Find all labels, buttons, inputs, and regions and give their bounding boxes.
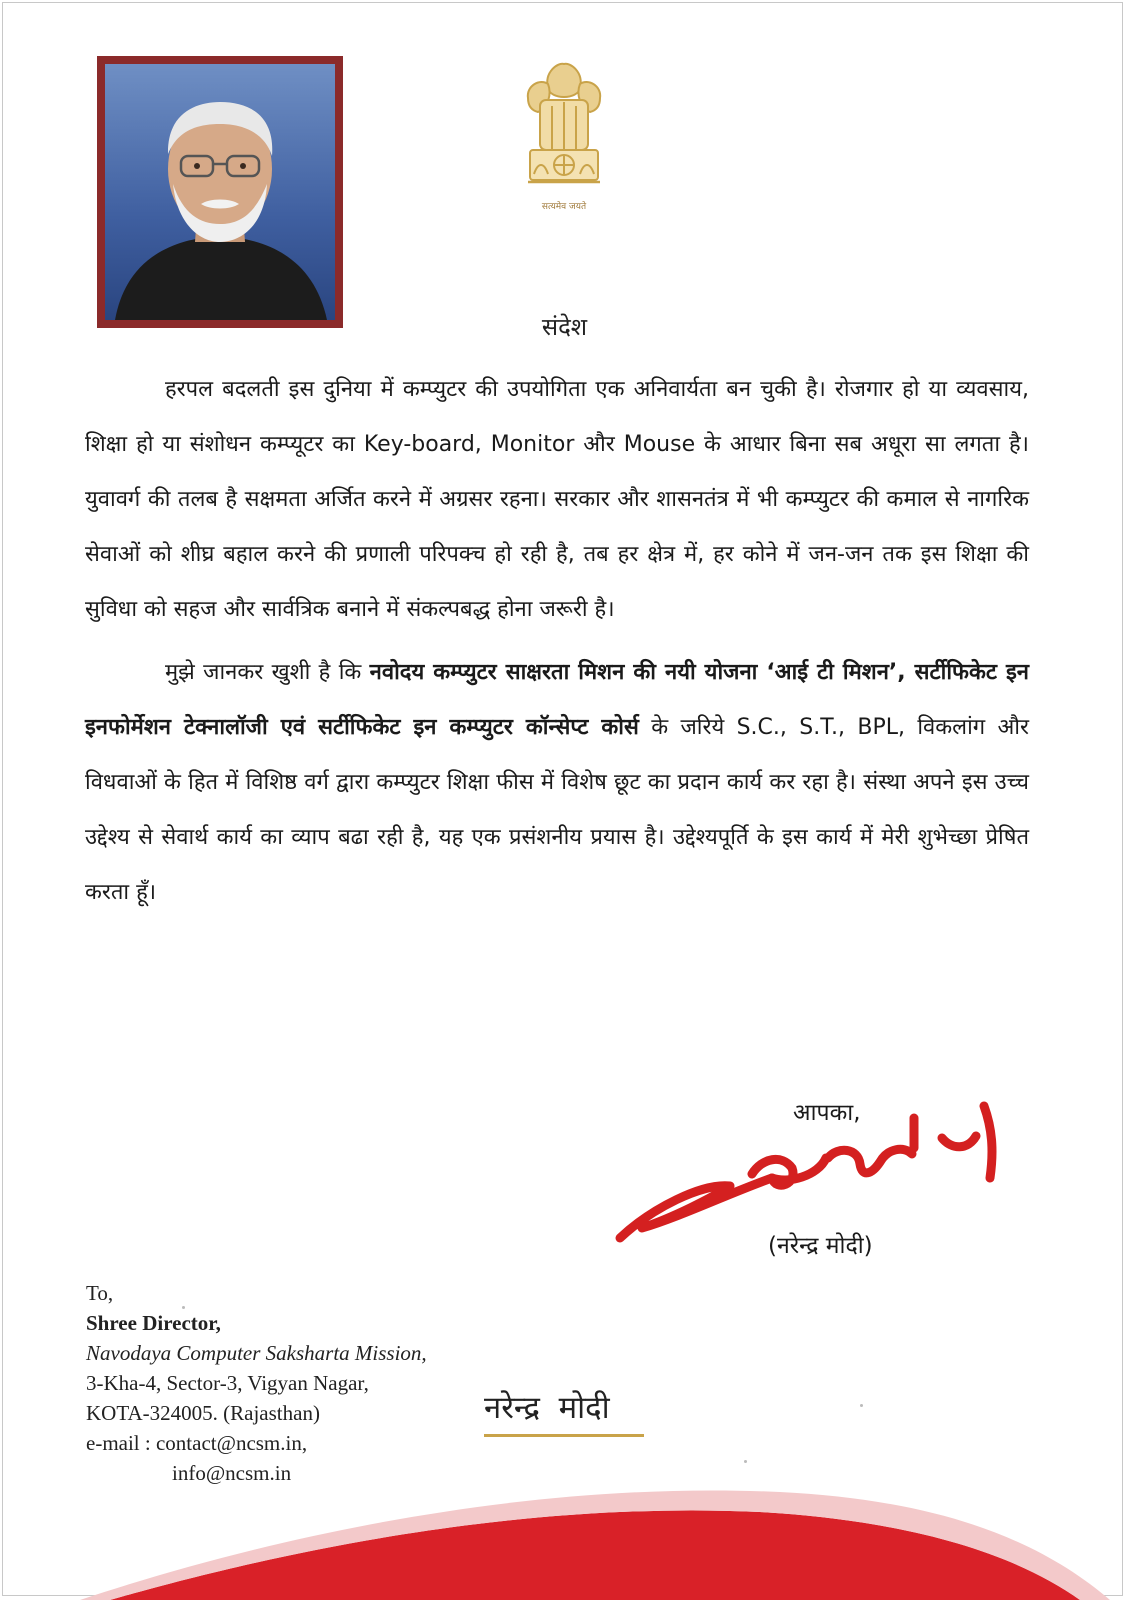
address-line-2: KOTA-324005. (Rajasthan) xyxy=(86,1401,320,1425)
address-to: To, xyxy=(86,1281,114,1305)
portrait-image xyxy=(105,64,335,320)
letter-body xyxy=(85,362,1029,920)
paragraph-2-rest: के जरिये S.C., S.T., BPL, विकलांग और विधवाओं के हित में विशिष्ठ वर्ग द्वारा कम्प्युटर शिक्षा फीस में विशेष छूट का प्रदान कार्य कर रहा है। संस्था अपने इस उच्च उद्देश्य से सेवार्थ कार्य का व्याप बढा रही है, यह एक प्रसंशनीय प्रयास है। उद्देश्यपूर्ति के इस कार्य में मेरी शुभेच्छा प्रेषित करता हूँ। xyxy=(85,715,1029,905)
paragraph-2-bold: नवोदय कम्प्युटर साक्षरता मिशन की नयी योजना ‘आई टी मिशन’, सर्टीफिकेट इन इनफोर्मेशन टेक्नालॉजी एवं सर्टीफिकेट इन कम्प्युटर कॉन्सेप्ट कोर्स xyxy=(85,660,1029,740)
name-stamp: नरेन्द्र मोदी xyxy=(484,1390,610,1426)
paragraph-2 xyxy=(85,645,1029,920)
speck xyxy=(860,1404,863,1407)
portrait-figure xyxy=(105,64,335,320)
stamp-underline xyxy=(484,1434,644,1437)
portrait-photo xyxy=(97,56,343,328)
signatory-name: (नरेन्द्र मोदी) xyxy=(768,1233,873,1259)
national-emblem-icon xyxy=(518,58,610,218)
paragraph-1: हरपल बदलती इस दुनिया में कम्प्युटर की उपयोगिता एक अनिवार्यता बन चुकी है। रोजगार हो या व्यवसाय, शिक्षा हो या संशोधन कम्प्यूटर का Key-board, Monitor और Mouse के आधार बिना सब अधूरा सा लगता है। युवावर्ग की तलब है सक्षमता अर्जित करने में अग्रसर रहना। सरकार और शासनतंत्र में भी कम्प्युटर की कमाल से नागरिक सेवाओं को शीघ्र बहाल करने की प्रणाली परिपक्च हो रही है, तब हर क्षेत्र में, हर कोने में जन-जन तक इस शिक्षा की सुविधा को सहज और सार्वत्रिक बनाने में संकल्पबद्ध होना जरूरी है। xyxy=(85,377,1029,622)
closing: आपका, xyxy=(793,1100,861,1126)
letter-heading: संदेश xyxy=(541,313,588,341)
bottom-red-swoosh xyxy=(0,1440,1129,1600)
speck xyxy=(182,1306,185,1309)
emblem-motto: सत्यमेव जयते xyxy=(541,202,587,212)
address-email-2: info@ncsm.in xyxy=(172,1461,292,1485)
address-name: Shree Director, xyxy=(86,1311,221,1335)
address-line-1: 3-Kha-4, Sector-3, Vigyan Nagar, xyxy=(86,1371,369,1395)
address-org: Navodaya Computer Saksharta Mission, xyxy=(86,1341,427,1365)
address-email-1: e-mail : contact@ncsm.in, xyxy=(86,1431,308,1455)
paragraph-2-lead: मुझे जानकर खुशी है कि xyxy=(165,660,370,685)
